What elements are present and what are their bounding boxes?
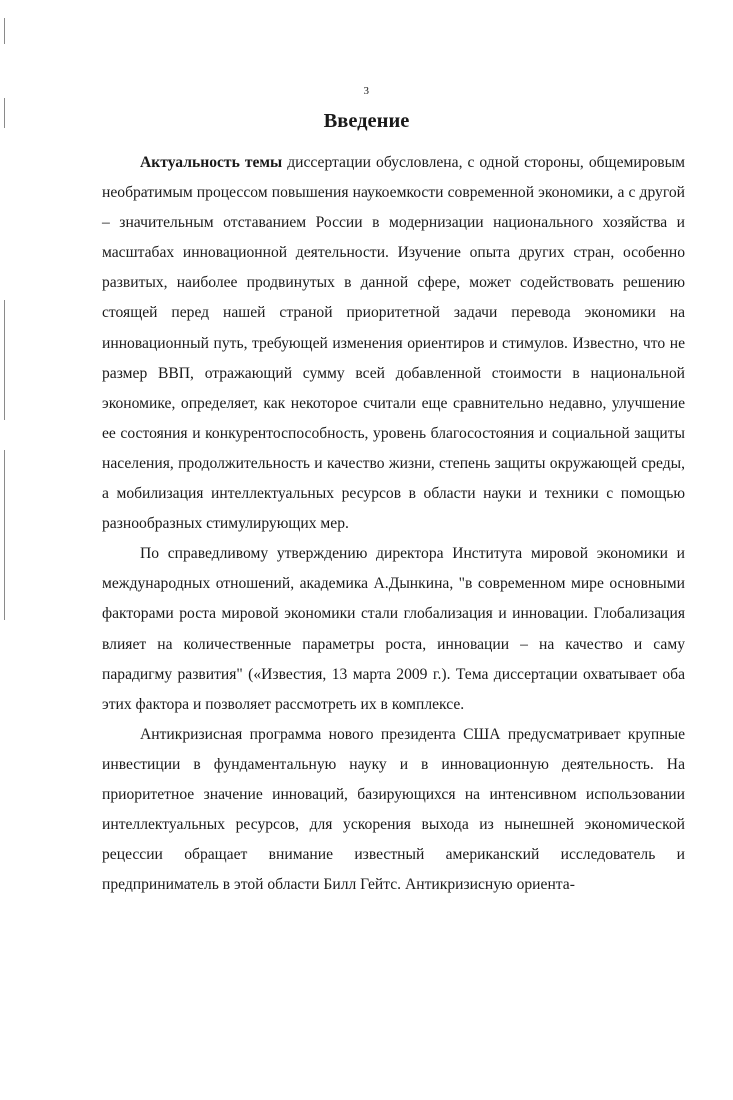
scan-edge-mark bbox=[4, 450, 5, 620]
document-body bbox=[102, 148, 685, 900]
paragraph-dynkin-quote bbox=[102, 539, 685, 720]
paragraph-lead: Актуальность темы bbox=[140, 154, 283, 171]
paragraph-text: диссертации обусловлена, с одной стороны, общемировым необратимым процессом повышения наукоемкости современной экономики, а с другой – значительным отставанием России в модернизации национального хозяйства и масштабах инновационной деятельности. Изучение опыта других стран, особенно развитых, наиболее продвинутых в данной сфере, может содействовать решению стоящей перед нашей страной приоритетной задачи перевода экономики на инновационный путь, требующей изменения ориентиров и стимулов. Известно, что не размер ВВП, отражающий сумму всей добавленной стоимости в национальной экономике, определяет, как некоторое считали еще сравнительно недавно, улучшение ее состояния и конкурентоспособность, уровень благосостояния и социальной защиты населения, продолжительность и качество жизни, степень защиты окружающей среды, а мобилизация интеллектуальных ресурсов в области науки и техники с помощью разнообразных стимулирующих мер. bbox=[102, 154, 686, 533]
paragraph-text: По справедливому утверждению директора Института мировой экономики и международных отношений, академика А.Дынкина, "в современном мире основными факторами роста мировой экономики стали глобализация и инновации. Глобализация влияет на количественные параметры роста, инновации – на качество и саму парадигму развития" («Известия, 13 марта 2009 г.). Тема диссертации охватывает оба этих фактора и позволяет рассмотреть их в комплексе. bbox=[102, 545, 685, 713]
page-title: Введение bbox=[323, 110, 410, 132]
paragraph-relevance bbox=[102, 148, 685, 539]
scan-edge-mark bbox=[4, 300, 5, 420]
paragraph-text: Антикризисная программа нового президента США предусматривает крупные инвестиции в фундаментальную науку и в инновационную деятельность. На приоритетное значение инноваций, базирующихся на интенсивном использовании интеллектуальных ресурсов, для ускорения выхода из нынешней экономической рецессии обращает внимание известный американский исследователь и предприниматель в этой области Билл Гейтс. Антикризисную ориента- bbox=[102, 725, 685, 894]
scan-edge-mark bbox=[4, 18, 5, 44]
paragraph-anticrisis bbox=[102, 720, 685, 901]
page-number: 3 bbox=[363, 85, 370, 97]
